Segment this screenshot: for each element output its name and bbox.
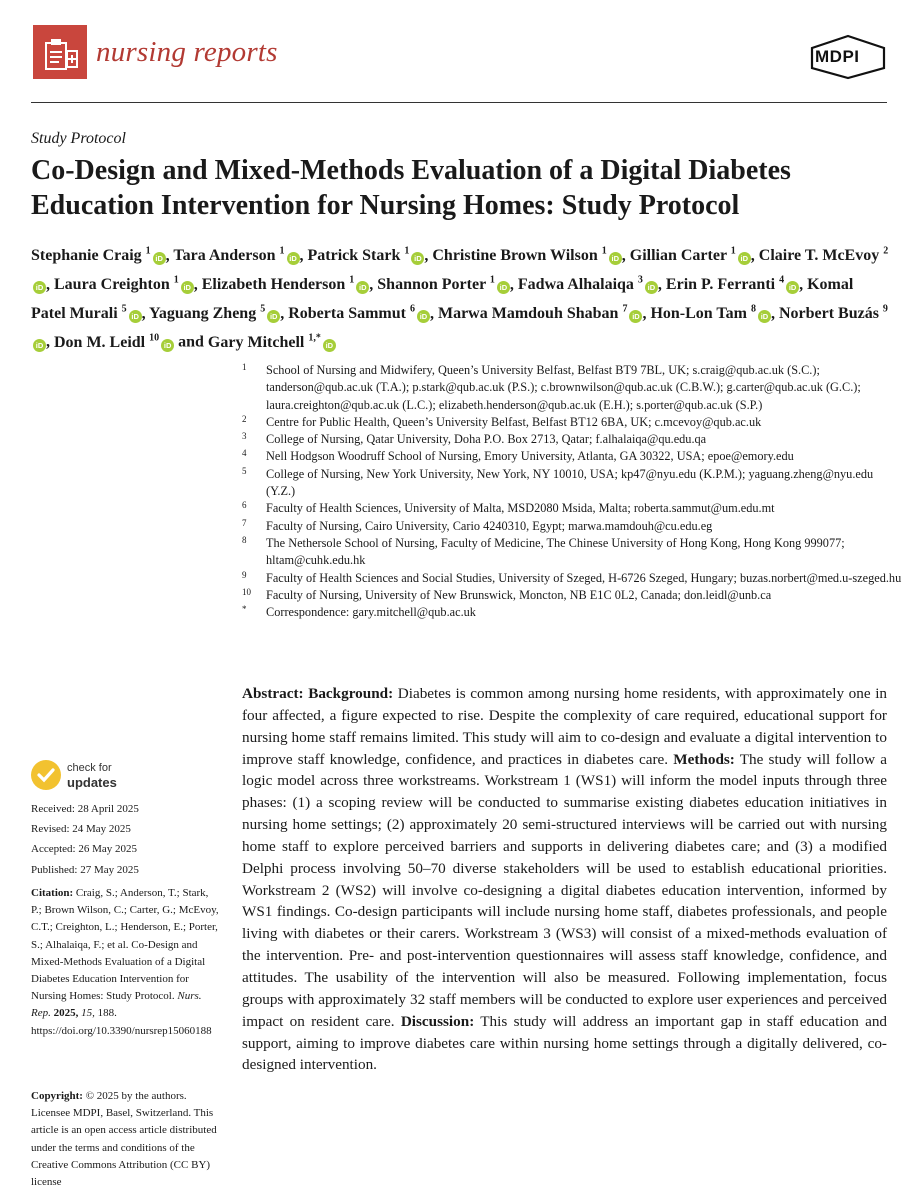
affiliations xyxy=(242,362,902,621)
author-affiliation-number: 1 xyxy=(730,246,736,257)
author[interactable] xyxy=(149,305,280,322)
orcid-icon[interactable]: iD xyxy=(356,281,369,294)
orcid-icon[interactable]: iD xyxy=(738,252,751,265)
copyright-text: © 2025 by the authors. Licensee MDPI, Basel, Switzerland. This article is an open access article distributed under the terms and conditions of the Creative Commons Attribution (CC BY) license xyxy=(31,1090,217,1189)
citation-block xyxy=(31,885,221,1040)
journal-name: nursing reports xyxy=(96,36,278,68)
orcid-icon[interactable]: iD xyxy=(287,252,300,265)
affiliation-item xyxy=(242,448,902,465)
orcid-icon[interactable]: iD xyxy=(33,339,46,352)
affiliation-text: Faculty of Nursing, Cairo University, Cario 4240310, Egypt; marwa.mamdouh@cu.edu.eg xyxy=(266,518,713,533)
journal-logo xyxy=(33,25,87,79)
affiliation-item xyxy=(242,431,902,448)
affiliation-number: 4 xyxy=(242,448,247,459)
author-affiliation-number: 1 xyxy=(173,274,179,286)
received-date: Received: 28 April 2025 xyxy=(31,803,139,815)
orcid-icon[interactable]: iD xyxy=(181,281,194,294)
copyright-block xyxy=(31,1088,221,1191)
check-label-line2: updates xyxy=(67,775,117,790)
affiliation-number: 9 xyxy=(242,569,247,580)
affiliation-item xyxy=(242,587,902,604)
author-affiliation-number: 6 xyxy=(409,303,415,315)
author-name: Marwa Mamdouh Shaban xyxy=(437,304,619,322)
orcid-icon[interactable]: iD xyxy=(786,281,799,294)
copyright-label: Copyright: xyxy=(31,1090,83,1102)
author-affiliation-number: 8 xyxy=(750,303,756,315)
affiliation-text: College of Nursing, Qatar University, Doha P.O. Box 2713, Qatar; f.alhalaiqa@qu.edu.qa xyxy=(266,432,707,447)
check-for-updates-button[interactable] xyxy=(31,760,151,792)
author[interactable] xyxy=(432,247,621,264)
author[interactable] xyxy=(518,276,658,293)
author-name: Hon-Lon Tam xyxy=(650,304,747,322)
author-affiliation-number: 7 xyxy=(622,303,628,315)
affiliation-text: Faculty of Health Sciences and Social Studies, University of Szeged, H-6726 Szeged, Hungary; buzas.norbert@med.u-szeged.hu xyxy=(266,570,902,585)
author[interactable] xyxy=(377,276,510,293)
methods-text: The study will follow a logic model across three workstreams. Workstream 1 (WS1) will inform the model inputs through three phases: (1) a scoping review will be conducted to summarise existing diabetes education initiatives in nursing home settings; (2) approximately 20 semi-structured interviews will be carried out with nursing home staff to explore perceived barriers and supports in delivering diabetes care; and (3) a modified Delphi process involving 50–70 diverse stakeholders will be used to establish educational priorities. Workstream 2 (WS2) will involve co-designing a digital diabetes education intervention, informed by WS1 findings. Co-design participants will include nursing home staff, diabetes professionals, and people living with diabetes or their carers. Workstream 3 (WS3) will consist of a mixed-methods evaluation of the intervention. Pre- and post-intervention questionnaires will assess staff knowledge, confidence, and attitudes. The usability of the intervention will also be measured. Following implementation, focus groups with approximately 32 staff members will be conducted to explore user experiences and perceived impact on resident care. xyxy=(242,750,887,1030)
author[interactable] xyxy=(173,247,299,264)
abstract-label: Abstract: xyxy=(242,685,304,702)
author-affiliation-number: 1 xyxy=(279,246,285,257)
author-name: Shannon Porter xyxy=(377,276,486,294)
affiliation-item xyxy=(242,466,902,501)
author-list: Stephanie Craig $^1$iD , Tara Anderson $^1$iD , Patrick Stark $^1$iD , Christine Brown Wilson $^1$iD , Gillian Carter $^1$iD , Claire T. McEvoy $^2$iD , Laura Creighton $^1$iD , Elizabeth Henderson $^1$iD , Shannon Porter $^1$iD , Fadwa Alhalaiqa $^3$iD , Erin P. Ferranti $^4$iD , Komal Patel Murali $^5$iD , Yaguang Zheng $^5$iD , Roberta Sammut $^6$iD , Marwa Mamdouh Shaban $^7$iD , Hon-Lon Tam $^8$iD , Norbert Buzás $^9$iD , Don M. Leidl $^{10}$iD and Gary Mitchell $^{1,*}$iD xyxy=(31,246,889,351)
author-affiliation-number: 1 xyxy=(145,246,151,257)
affiliation-item xyxy=(242,362,902,414)
affiliation-text: Nell Hodgson Woodruff School of Nursing, Emory University, Atlanta, GA 30322, USA; epoe@emory.edu xyxy=(266,449,794,464)
affiliation-text: Faculty of Health Sciences, University of Malta, MSD2080 Msida, Malta; roberta.sammut@um.edu.mt xyxy=(266,501,775,516)
citation-volume: 15, xyxy=(81,1007,95,1020)
affiliation-text: College of Nursing, New York University, New York, NY 10010, USA; kp47@nyu.edu (K.P.M.); yaguang.zheng@nyu.edu (Y.Z.) xyxy=(266,466,874,499)
affiliation-number: 5 xyxy=(242,465,247,476)
orcid-icon[interactable]: iD xyxy=(497,281,510,294)
author[interactable] xyxy=(202,276,370,293)
author-name: Gary Mitchell xyxy=(207,333,305,351)
affiliation-item xyxy=(242,570,902,587)
author-affiliation-number: 1 xyxy=(489,274,495,286)
author-affiliation-number: 3 xyxy=(637,274,643,286)
affiliation-number: 3 xyxy=(242,431,247,442)
author-name: Fadwa Alhalaiqa xyxy=(517,276,634,294)
affiliation-item xyxy=(242,518,902,535)
author-name: Roberta Sammut xyxy=(288,304,406,322)
affiliation-item xyxy=(242,414,902,431)
author-name: Yaguang Zheng xyxy=(149,304,257,322)
orcid-icon[interactable]: iD xyxy=(33,281,46,294)
author-affiliation-number: 5 xyxy=(121,303,127,315)
affiliation-text: Correspondence: gary.mitchell@qub.ac.uk xyxy=(266,605,476,620)
affiliation-number: 7 xyxy=(242,517,247,528)
affiliation-item xyxy=(242,604,902,621)
discussion-text: This study will address an important gap in staff education and support, aiming to improve diabetes care within nursing home settings through a digitally delivered, co-designed intervention. xyxy=(242,1012,888,1074)
citation-label: Citation: xyxy=(31,887,74,899)
author-affiliation-number: 9 xyxy=(882,303,888,315)
orcid-icon[interactable]: iD xyxy=(758,310,771,323)
background-label: Background: xyxy=(308,685,394,702)
accepted-date: Accepted: 26 May 2025 xyxy=(31,843,137,856)
author-name: Elizabeth Henderson xyxy=(201,276,346,294)
author-affiliation-number: 1 xyxy=(404,246,410,257)
author-affiliation-number: 1 xyxy=(601,246,607,257)
author[interactable] xyxy=(666,276,799,293)
affiliation-number: 2 xyxy=(242,413,247,424)
affiliation-text: The Nethersole School of Nursing, Faculty of Medicine, The Chinese University of Hong Kong, Hong Kong 999077; hltam@cuhk.edu.hk xyxy=(266,535,845,568)
author-name: Laura Creighton xyxy=(54,276,170,294)
author[interactable] xyxy=(650,305,770,322)
author-name: Don M. Leidl xyxy=(54,333,146,351)
author-affiliation-number: 4 xyxy=(779,274,785,286)
citation-text: Craig, S.; Anderson, T.; Stark, P.; Brown Wilson, C.; Carter, G.; McEvoy, C.T.; Creighton, L.; Henderson, E.; Porter, S.; Alhalaiqa, F.; et al. Co-Design and Mixed-Methods Evaluation of a Digital Diabetes Education Intervention for Nursing Homes: Study Protocol. xyxy=(31,887,219,1003)
author-name: Tara Anderson xyxy=(173,247,276,265)
author[interactable] xyxy=(208,334,336,351)
author-affiliation-number: 1,* xyxy=(308,332,321,344)
orcid-icon[interactable]: iD xyxy=(267,310,280,323)
author-affiliation-number: 10 xyxy=(149,332,160,344)
author-name: Stephanie Craig xyxy=(31,247,142,265)
author-name: Norbert Buzás xyxy=(778,304,879,322)
author-name: Erin P. Ferranti xyxy=(665,276,776,294)
author-name: Christine Brown Wilson xyxy=(432,247,598,265)
affiliation-text: Centre for Public Health, Queen’s University Belfast, Belfast BT12 6BA, UK; c.mcevoy@qub.ac.uk xyxy=(266,414,762,429)
header-divider xyxy=(31,102,887,103)
orcid-icon[interactable]: iD xyxy=(129,310,142,323)
orcid-icon[interactable]: iD xyxy=(609,252,622,265)
author-name: Komal Patel Murali xyxy=(31,276,854,322)
revised-date: Revised: 24 May 2025 xyxy=(31,823,131,836)
author[interactable] xyxy=(288,305,430,322)
orcid-icon[interactable]: iD xyxy=(323,339,336,352)
affiliation-text: School of Nursing and Midwifery, Queen’s University Belfast, Belfast BT9 7BL, UK; s.craig@qub.ac.uk (S.C.); tanderson@qub.ac.uk (T.A.); p.stark@qub.ac.uk (P.S.); c.brownwilson@qub.ac.uk (C.B.W.); g.carter@qub.ac.uk (G.C.); laura.creighton@qub.ac.uk (L.C.); elizabeth.henderson@qub.ac.uk (E.H.); s.porter@qub.ac.uk (S.P.) xyxy=(266,363,861,412)
affiliation-item xyxy=(242,500,902,517)
publication-dates xyxy=(31,801,221,882)
author[interactable] xyxy=(31,247,166,264)
citation-journal: Nurs. Rep. xyxy=(31,990,202,1020)
authors-and: and xyxy=(178,333,204,351)
orcid-icon[interactable]: iD xyxy=(161,339,174,352)
citation-doi[interactable]: 188. https://doi.org/10.3390/nursrep15060188 xyxy=(31,1007,212,1037)
author-name: Patrick Stark xyxy=(307,247,401,265)
background-text: Diabetes is common among nursing home residents, with approximately one in four affected, a figure expected to rise. Despite the complexity of care required, educational support for nursing home staff remains limited. This study will aim to co-design and evaluate a digital intervention to improve staff knowledge, confidence, and practices in diabetes care. xyxy=(242,685,888,768)
author[interactable] xyxy=(54,334,174,351)
methods-label: Methods: xyxy=(673,750,735,768)
nursing-reports-icon xyxy=(33,25,87,79)
author[interactable] xyxy=(308,247,425,264)
published-date: Published: 27 May 2025 xyxy=(31,863,139,876)
affiliation-number: 8 xyxy=(242,534,247,545)
affiliation-number: * xyxy=(242,604,247,615)
orcid-icon[interactable]: iD xyxy=(645,281,658,294)
publisher-name: MDPI xyxy=(815,47,860,66)
discussion-label: Discussion: xyxy=(400,1012,475,1030)
author-affiliation-number: 5 xyxy=(260,303,266,315)
affiliation-text: Faculty of Nursing, University of New Brunswick, Moncton, NB E1C 0L2, Canada; don.leidl@unb.ca xyxy=(266,587,772,602)
abstract xyxy=(242,683,887,1076)
author[interactable] xyxy=(438,305,642,322)
orcid-icon[interactable]: iD xyxy=(411,252,424,265)
check-updates-icon xyxy=(31,760,61,790)
author-affiliation-number: 1 xyxy=(349,274,355,286)
article-type: Study Protocol xyxy=(31,130,126,147)
paper-title: Co-Design and Mixed-Methods Evaluation of a Digital Diabetes Education Intervention for Nursing Homes: Study Protocol xyxy=(31,155,791,221)
orcid-icon[interactable]: iD xyxy=(417,310,430,323)
author-name: Claire T. McEvoy xyxy=(758,247,880,265)
author[interactable] xyxy=(54,276,194,293)
orcid-icon[interactable]: iD xyxy=(629,310,642,323)
author-name: Gillian Carter xyxy=(629,247,727,265)
citation-year: 2025, xyxy=(53,1007,79,1020)
author-affiliation-number: 2 xyxy=(883,246,889,257)
orcid-icon[interactable]: iD xyxy=(153,252,166,265)
affiliation-number: 10 xyxy=(242,586,251,597)
affiliation-number: 1 xyxy=(242,362,247,372)
check-label-line1: check for xyxy=(67,762,112,774)
affiliation-item xyxy=(242,535,902,570)
author[interactable] xyxy=(630,247,751,264)
affiliation-number: 6 xyxy=(242,500,247,511)
